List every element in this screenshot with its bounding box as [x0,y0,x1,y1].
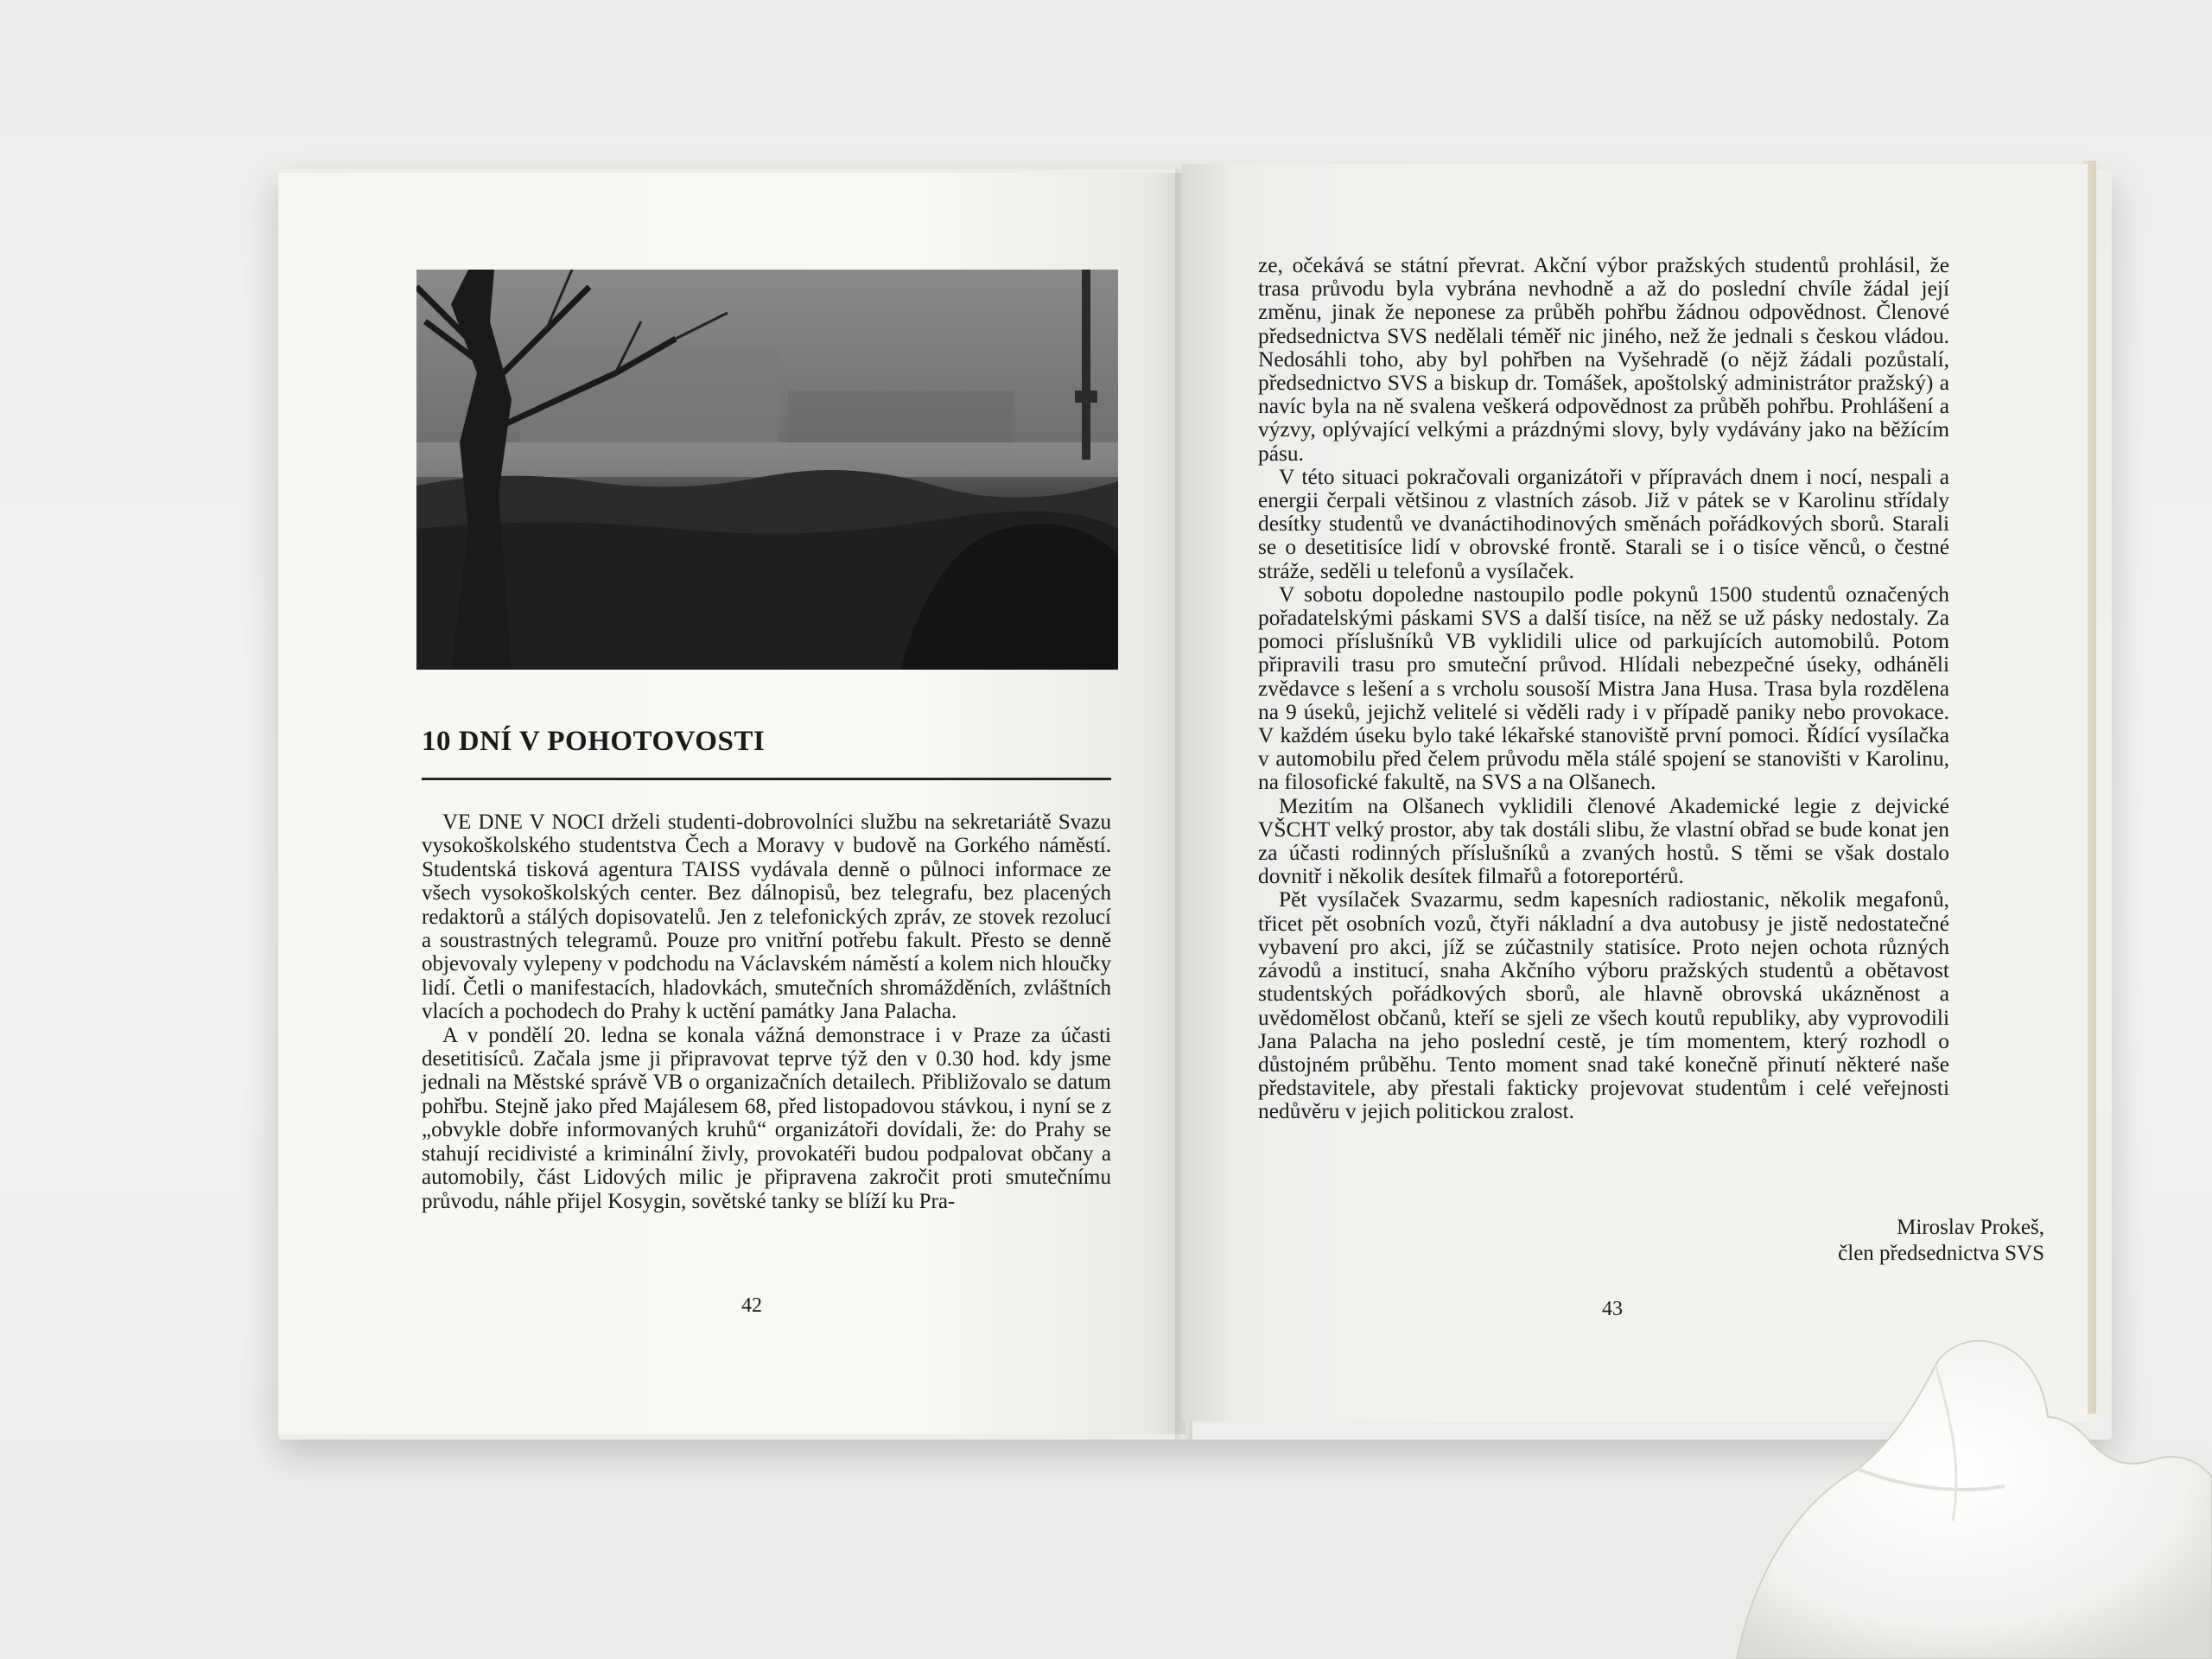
page-number: 43 [1602,1298,1623,1320]
page-number: 42 [741,1294,762,1317]
right-page [1182,164,2088,1421]
paragraph: Mezitím na Olšanech vyklidili členové Akademické legie z dejvické VŠCHT velký prostor, aby tak dostáli slibu, že vlastní obřad se bude konat jen za účasti rodinných příslušníků a zvaných hostů. S těmi se však dostalo dovnitř i několik desítek filmařů a fotoreportérů. [1258,793,1949,889]
signature [1838,1215,2044,1267]
paragraph: ze, očekává se státní převrat. Akční výbor pražských studentů prohlásil, že trasa průvodu byla vybrána nevhodně a až do poslední chvíle žádal její změnu, jinak že neponese za průběh pohřbu žádnou odpovědnost. Členové předsednictva SVS nedělali téměř nic jiného, než že jednali s českou vládou. Nedosáhli toho, aby byl pohřben na Vyšehradě (o nějž žádali pozůstalí, předsednictvo SVS a biskup dr. Tomášek, apoštolský administrátor pražský) a navíc byla na ně svalena veškerá odpovědnost za průběh pohřbu. Prohlášení a výzvy, oplývající velkými a prázdnými slovy, byly vydávány jako na běžícím pásu. [1258,253,1949,466]
left-page-text [422,810,1111,1213]
paragraph: VE DNE V NOCI drželi studenti-dobrovolníci službu na sekretariátě Svazu vysokoškolského studentstva Čech a Moravy v budově na Gorkého náměstí. Studentská tisková agentura TAISS vydávala denně o půlnoci informace ze všech vysokoškolských center. Bez dálnopisů, bez telegrafu, bez placených redaktorů a stálých dopisovatelů. Jen z telefonických zpráv, ze stovek rezolucí a soustrastných telegramů. Pouze pro vnitřní potřebu fakult. Přesto se denně objevovaly vylepeny v podchodu na Václavském náměstí a kolem nich hloučky lidí. Četli o manifestacích, hladovkách, smutečních shromážděních, zvláštních vlacích a pochodech do Prahy k uctění památky Jana Palacha. [422,810,1111,1024]
paragraph: A v pondělí 20. ledna se konala vážná demonstrace i v Praze za účasti desetitisíců. Začala jsme ji připravovat teprve týž den v 0.30 hod. kdy jsme jednali na Městské správě VB o organizačních detailech. Přibližovalo se datum pohřbu. Stejně jako před Majálesem 68, před listopadovou stávkou, i nyní se z „obvykle dobře informovaných kruhů“ organizátoři dovídali, že: do Prahy se stahují recidivisté a kriminální živly, provokatéři budou podpalovat občany a automobily, část Lidových milic je připravena zakročit proti smutečnímu průvodu, náhle přijel Kosygin, sovětské tanky se blíží ku Pra- [422,1023,1111,1213]
author-name: Miroslav Prokeš, [1897,1216,2044,1239]
paragraph: Pět vysílaček Svazarmu, sedm kapesních radiostanic, několik megafonů, třicet pět osobních vozů, čtyři nákladní a dva autobusy je jistě nedostatečné vybavení pro akci, jíž se zúčastnily statisíce. Proto nejen ochota různých závodů a institucí, snaha Akčního výboru pražských studentů a obětavost studentských pořádkových sborů, ale hlavně obrovská ukázněnost a uvědomělost občanů, kteří se sjeli ze všech koutů republiky, aby vyprovodili Jana Palacha na jeho poslední cestě, je tím momentem, který rozhodl o důstojném průběhu. Tento moment snad také konečně přinutí některé naše představitele, aby přestali fakticky projevovat studentům i celé veřejnosti nedůvěru v jejich politickou zralost. [1258,887,1949,1124]
paragraph: V sobotu dopoledne nastoupilo podle pokynů 1500 studentů označených pořadatelskými páskami SVS a další tisíce, na něž se už pásky nedostaly. Za pomoci příslušníků VB vyklidili ulice od parkujících automobilů. Potom připravili trasu pro smuteční průvod. Hlídali nebezpečné úseky, odháněli zvědavce s lešení a s vrcholu sousoší Mistra Jana Husa. Trasa byla rozdělena na 9 úseků, jejichž velitelé si věděli rady i v případě paniky nebo provokace. V každém úseku bylo také lékařské stanoviště první pomoci. Řídící vysílačka v automobilu před čelem průvodu měla stálé spojení se stanovišti v Karolinu, na filosofické fakultě, na SVS a na Olšanech. [1258,582,1949,795]
crowd-photo [416,270,1118,670]
right-page-text [1258,254,1949,1124]
article-heading: 10 DNÍ V POHOTOVOSTI [422,726,766,757]
paragraph: V této situaci pokračovali organizátoři v přípravách dnem i nocí, nespali a energii čerpali většinou z vlastních zásob. Již v pátek se v Karolinu střídaly desítky studentů ve dvanáctihodinových směnách pořádkových sborů. Starali se o desetitisíce lidí v obrovské frontě. Starali se i o tisíce věnců, o čestné stráže, seděli u telefonů a vysílaček. [1258,464,1949,583]
left-page [278,173,1185,1434]
author-role: člen předsednictva SVS [1838,1242,2044,1265]
heading-rule [422,778,1111,780]
